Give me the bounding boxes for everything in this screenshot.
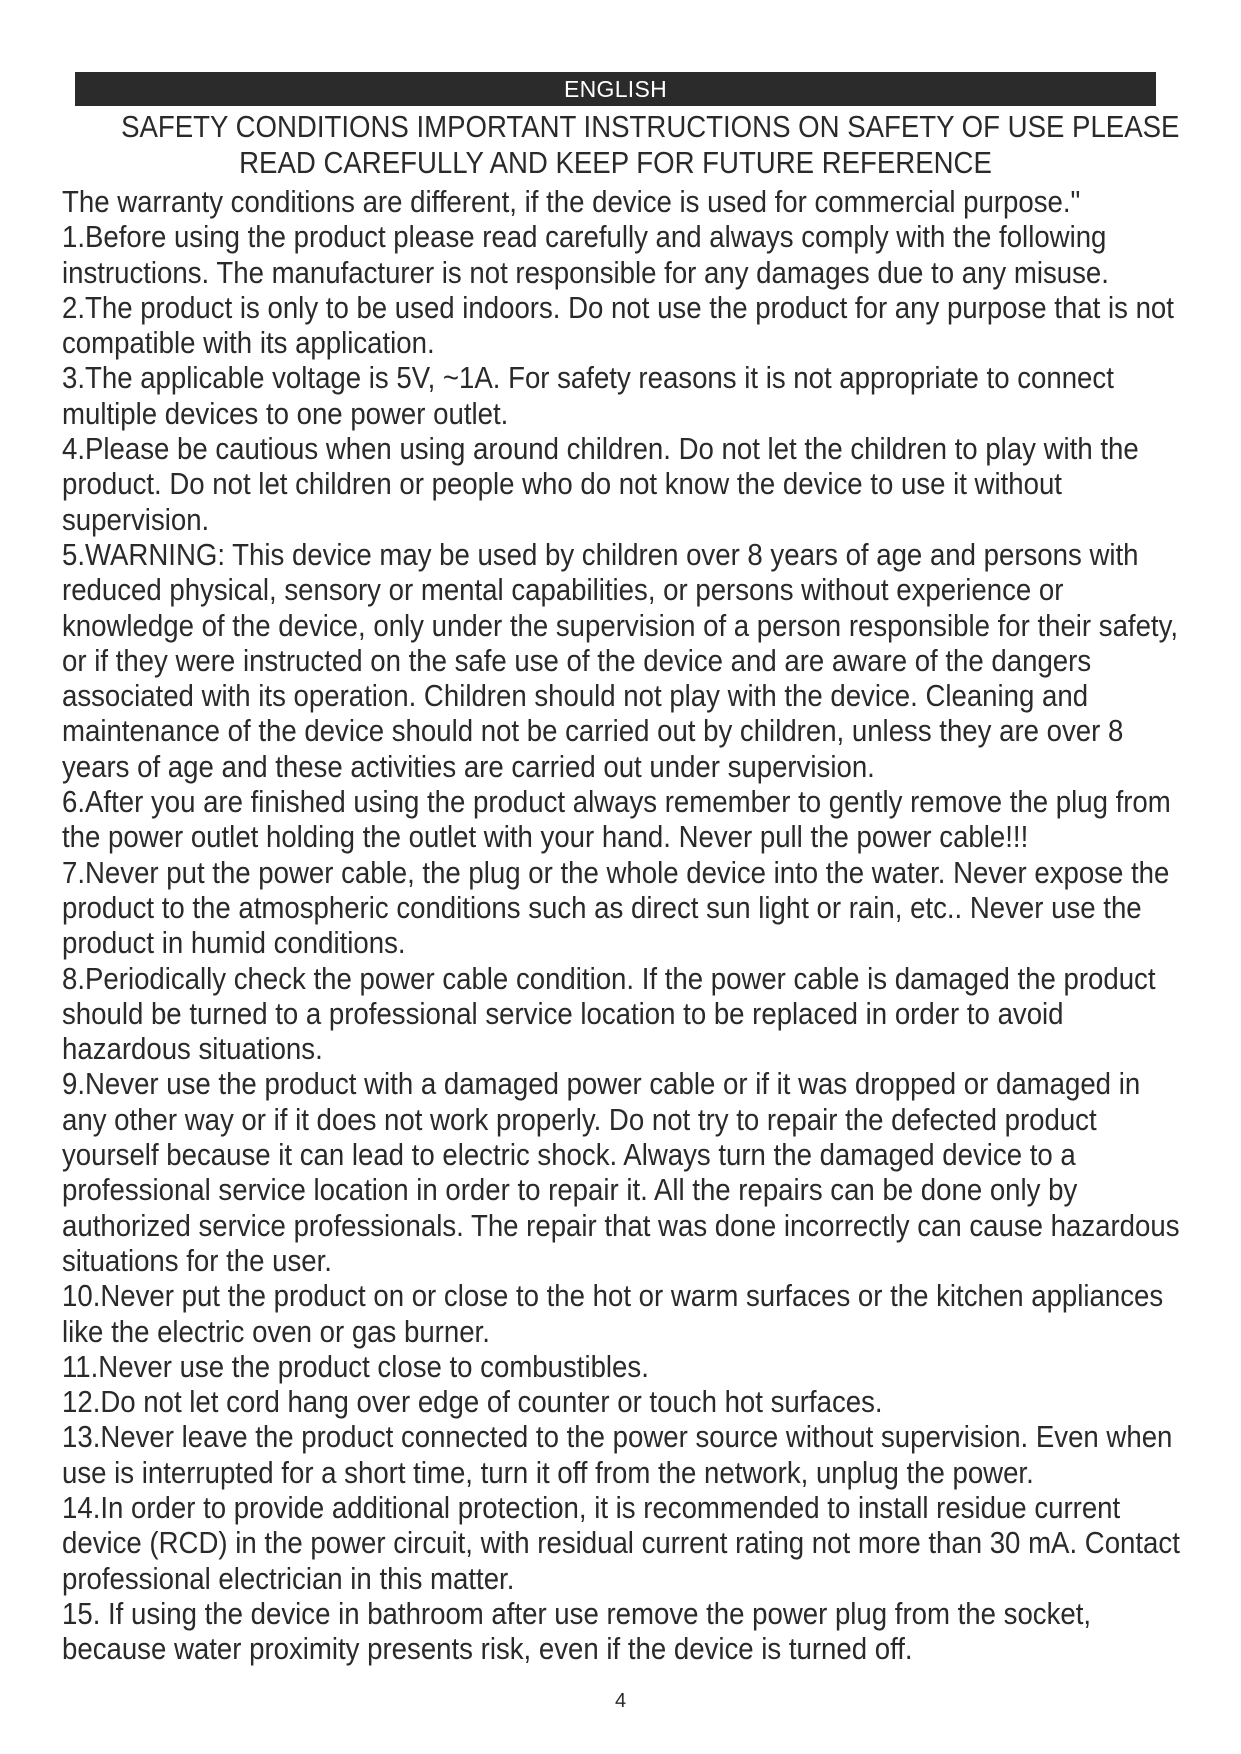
instruction-line: 9.Never use the product with a damaged power cable or if it was dropped or damaged in <box>62 1066 1141 1102</box>
safety-title <box>121 109 1180 181</box>
instruction-line: device (RCD) in the power circuit, with residual current rating not more than 30 mA. Contact <box>62 1525 1180 1561</box>
title-line-2: READ CAREFULLY AND KEEP FOR FUTURE REFERENCE <box>239 145 992 180</box>
instruction-line: or if they were instructed on the safe use of the device and are aware of the dangers <box>62 642 1092 678</box>
instruction-line: 10.Never put the product on or close to the hot or warm surfaces or the kitchen appliances <box>62 1278 1164 1314</box>
instruction-line: supervision. <box>62 501 210 537</box>
instruction-line: instructions. The manufacturer is not responsible for any damages due to any misuse. <box>62 254 1109 290</box>
safety-instructions-body <box>62 184 1180 1667</box>
instruction-line: product. Do not let children or people who do not know the device to use it without <box>62 466 1062 502</box>
instruction-line: professional service location in order to repair it. All the repairs can be done only by <box>62 1172 1078 1208</box>
instruction-line: 4.Please be cautious when using around children. Do not let the children to play with the <box>62 431 1139 467</box>
instruction-line: any other way or if it does not work properly. Do not try to repair the defected product <box>62 1101 1097 1137</box>
instruction-line: authorized service professionals. The repair that was done incorrectly can cause hazardous <box>62 1207 1180 1243</box>
instruction-line: situations for the user. <box>62 1242 332 1278</box>
instruction-line: compatible with its application. <box>62 325 435 361</box>
instruction-line: reduced physical, sensory or mental capabilities, or persons without experience or <box>62 572 1064 608</box>
instruction-line: 15. If using the device in bathroom after use remove the power plug from the socket, <box>62 1595 1092 1631</box>
instruction-line: hazardous situations. <box>62 1031 323 1067</box>
instruction-line: product in humid conditions. <box>62 925 406 961</box>
language-label: ENGLISH <box>563 76 668 102</box>
instruction-line: 12.Do not let cord hang over edge of counter or touch hot surfaces. <box>62 1384 883 1420</box>
language-header-bar <box>75 72 1156 106</box>
instruction-line: knowledge of the device, only under the supervision of a person responsible for their safety, <box>62 607 1179 643</box>
instruction-line: because water proximity presents risk, even if the device is turned off. <box>62 1631 913 1667</box>
instruction-line: 13.Never leave the product connected to the power source without supervision. Even when <box>62 1419 1173 1455</box>
instruction-line: 6.After you are finished using the product always remember to gently remove the plug from <box>62 784 1171 820</box>
instruction-line: yourself because it can lead to electric shock. Always turn the damaged device to a <box>62 1137 1076 1173</box>
instruction-line: multiple devices to one power outlet. <box>62 395 509 431</box>
instruction-line: 5.WARNING: This device may be used by children over 8 years of age and persons with <box>62 536 1139 572</box>
instruction-line: years of age and these activities are carried out under supervision. <box>62 748 875 784</box>
instruction-line: the power outlet holding the outlet with your hand. Never pull the power cable!!! <box>62 819 1029 855</box>
instruction-line: should be turned to a professional service location to be replaced in order to avoid <box>62 995 1064 1031</box>
instruction-line: 8.Periodically check the power cable condition. If the power cable is damaged the product <box>62 960 1156 996</box>
instruction-line: 1.Before using the product please read carefully and always comply with the following <box>62 219 1107 255</box>
instruction-line: use is interrupted for a short time, turn it off from the network, unplug the power. <box>62 1454 1034 1490</box>
instruction-line: 7.Never put the power cable, the plug or the whole device into the water. Never expose the <box>62 854 1170 890</box>
instruction-line: product to the atmospheric conditions such as direct sun light or rain, etc.. Never use the <box>62 889 1142 925</box>
instruction-line: like the electric oven or gas burner. <box>62 1313 490 1349</box>
instruction-line: professional electrician in this matter. <box>62 1560 515 1596</box>
instruction-line: maintenance of the device should not be carried out by children, unless they are over 8 <box>62 713 1124 749</box>
instruction-line: 11.Never use the product close to combustibles. <box>62 1348 649 1384</box>
instruction-line: associated with its operation. Children should not play with the device. Cleaning and <box>62 678 1089 714</box>
instruction-line: 2.The product is only to be used indoors. Do not use the product for any purpose that is not <box>62 289 1174 325</box>
instruction-line: 14.In order to provide additional protection, it is recommended to install residue current <box>62 1489 1121 1525</box>
instruction-line: The warranty conditions are different, if the device is used for commercial purpose." <box>62 184 1081 219</box>
title-line-1: SAFETY CONDITIONS IMPORTANT INSTRUCTIONS ON SAFETY OF USE PLEASE <box>121 109 1180 144</box>
page-number: 4 <box>614 1690 627 1712</box>
instruction-line: 3.The applicable voltage is 5V, ~1A. For safety reasons it is not appropriate to connect <box>62 360 1114 396</box>
